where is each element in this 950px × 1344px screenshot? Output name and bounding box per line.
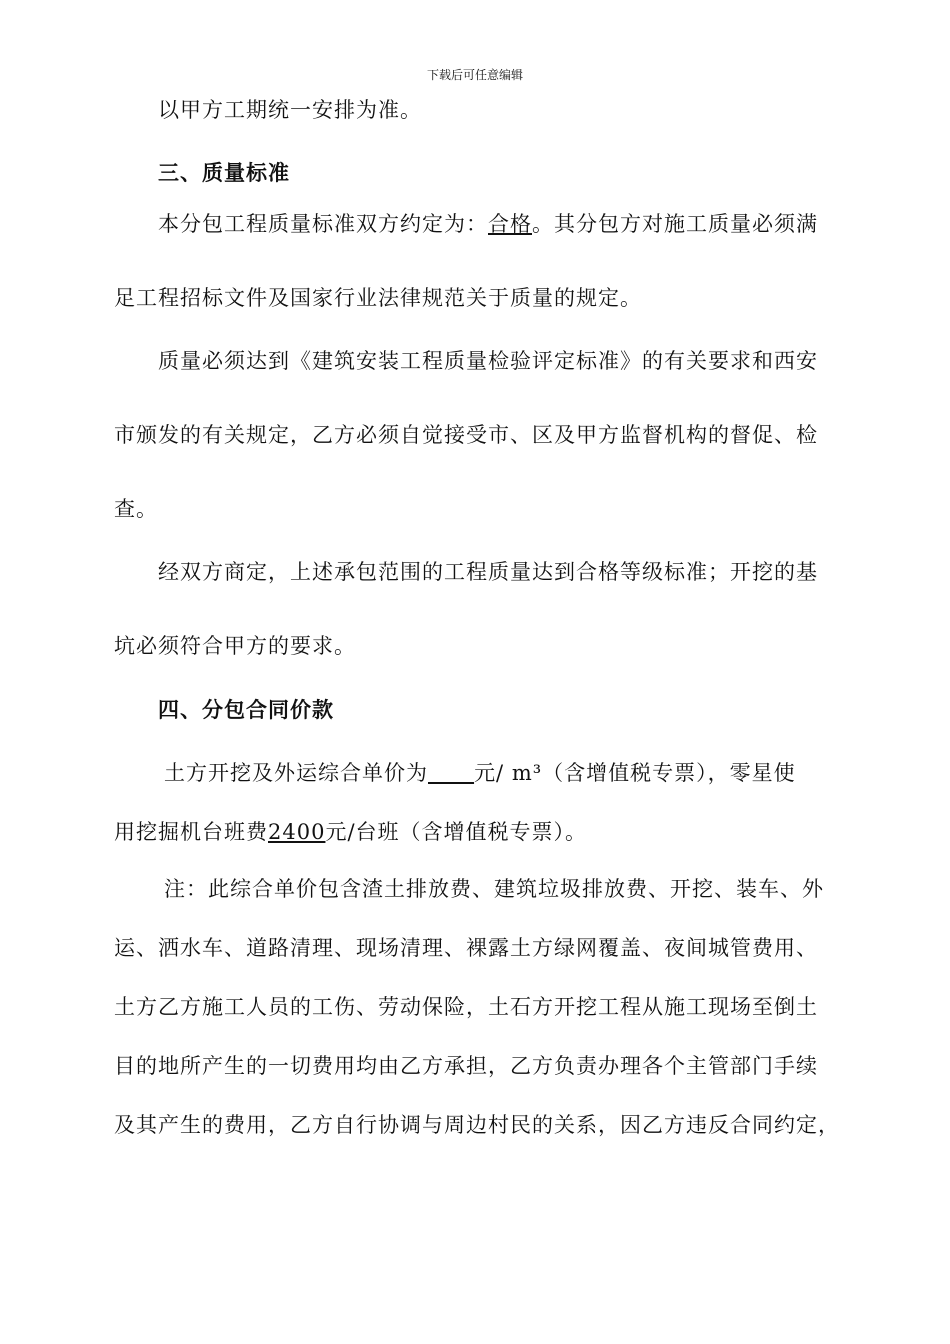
- text-run: 。其分包方对施工质量必须满: [532, 212, 818, 236]
- paragraph-line: 注：此综合单价包含渣土排放费、建筑垃圾排放费、开挖、装车、外: [164, 877, 824, 901]
- paragraph-line: 市颁发的有关规定，乙方必须自觉接受市、区及甲方监督机构的督促、检: [114, 423, 818, 447]
- paragraph-line: 经双方商定，上述承包范围的工程质量达到合格等级标准；开挖的基: [158, 560, 818, 584]
- blank-unit-price: [428, 761, 474, 785]
- paragraph-line: [114, 819, 587, 845]
- paragraph-line: [158, 211, 818, 237]
- text-run: 元/ m³（含增值税专票），零星使: [474, 761, 796, 785]
- paragraph-line: 及其产生的费用，乙方自行协调与周边村民的关系，因乙方违反合同约定，: [114, 1113, 840, 1137]
- page-header: 下载后可任意编辑: [426, 68, 523, 82]
- paragraph-line: 以甲方工期统一安排为准。: [158, 98, 422, 122]
- text-run: 元/台班（含增值税专票）。: [325, 820, 588, 844]
- section-heading-price: 四、分包合同价款: [158, 698, 334, 722]
- paragraph-line: 足工程招标文件及国家行业法律规范关于质量的规定。: [114, 286, 642, 310]
- section-heading-quality: 三、质量标准: [158, 161, 290, 185]
- text-run: 土方开挖及外运综合单价为: [164, 761, 428, 785]
- text-run: 用挖掘机台班费: [114, 820, 268, 844]
- paragraph-line: 土方乙方施工人员的工伤、劳动保险，土石方开挖工程从施工现场至倒土: [114, 995, 818, 1019]
- underlined-value: 合格: [488, 212, 532, 236]
- paragraph-line: 运、洒水车、道路清理、现场清理、裸露土方绿网覆盖、夜间城管费用、: [114, 936, 818, 960]
- paragraph-line: 质量必须达到《建筑安装工程质量检验评定标准》的有关要求和西安: [158, 349, 818, 373]
- underlined-value: 2400: [268, 820, 326, 844]
- text-run: 本分包工程质量标准双方约定为：: [158, 212, 488, 236]
- paragraph-line: 目的地所产生的一切费用均由乙方承担，乙方负责办理各个主管部门手续: [114, 1054, 818, 1078]
- paragraph-line: [164, 760, 796, 786]
- paragraph-line: 查。: [114, 497, 158, 521]
- paragraph-line: 坑必须符合甲方的要求。: [114, 634, 356, 658]
